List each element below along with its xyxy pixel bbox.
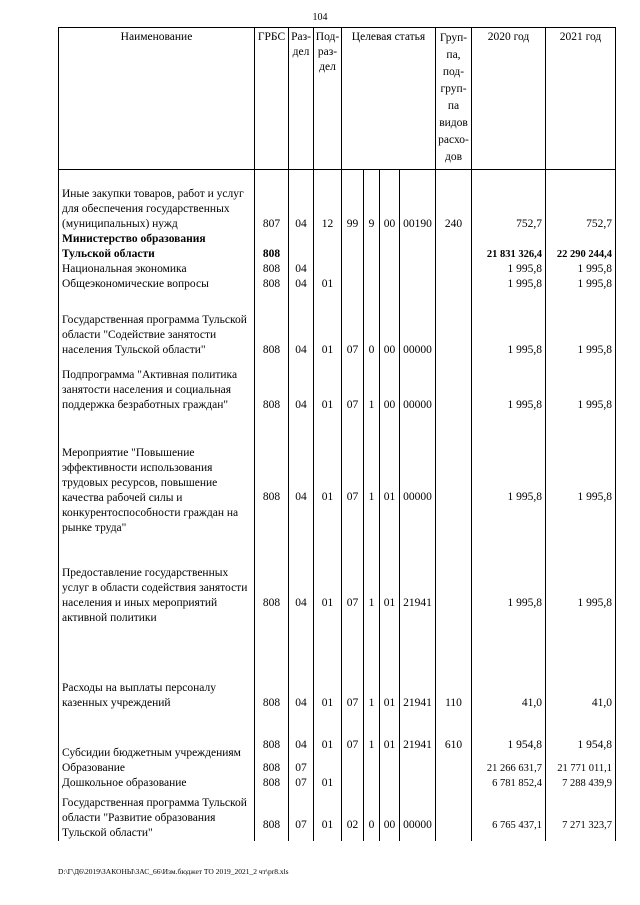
header-target: Целевая статья [342,28,436,170]
row-2021: 1 995,8 [546,440,616,546]
row-2020: 1 995,8 [472,440,546,546]
row-group: 240 [436,170,472,232]
row-grbs: 807 [255,170,289,232]
header-2020: 2020 год [472,28,546,170]
row-target-1: 07 [342,440,364,546]
row-target-3: 00 [380,358,400,440]
row-2021: 1 954,8 [546,713,616,761]
row-target-4: 00000 [400,791,436,841]
row-name: Государственная программа Тульской области "Содействие занятости населения Тульской области" [59,292,255,358]
row-group [436,440,472,546]
row-grbs: 808 [255,776,289,791]
table-row [59,232,616,262]
row-2021: 1 995,8 [546,546,616,661]
row-podrazdel: 01 [314,776,342,791]
row-razdel: 04 [289,358,314,440]
row-target-4: 00000 [400,358,436,440]
row-target-3: 00 [380,791,400,841]
row-2020: 1 995,8 [472,292,546,358]
row-name: Мероприятие "Повышение эффективности использования трудовых ресурсов, повышение качества рабочей силы и конкурентоспособности граждан на рынке труда" [59,440,255,546]
budget-table [58,27,616,841]
row-podrazdel: 01 [314,358,342,440]
row-2020: 1 995,8 [472,262,546,277]
row-target-2: 1 [364,358,380,440]
row-2021: 1 995,8 [546,277,616,292]
row-razdel: 07 [289,776,314,791]
row-2021: 41,0 [546,661,616,713]
row-name: Дошкольное образование [59,776,255,791]
row-podrazdel [314,761,342,776]
header-grbs: ГРБС [255,28,289,170]
table-header-row [59,28,616,170]
row-group [436,776,472,791]
row-2021: 7 271 323,7 [546,791,616,841]
row-podrazdel: 01 [314,440,342,546]
row-target-4 [400,776,436,791]
table-row [59,440,616,546]
row-2020: 1 995,8 [472,546,546,661]
row-razdel: 04 [289,546,314,661]
table-row [59,713,616,761]
row-razdel: 04 [289,262,314,277]
row-group: 610 [436,713,472,761]
row-razdel: 07 [289,791,314,841]
row-grbs: 808 [255,358,289,440]
row-target-1 [342,232,364,262]
row-target-2 [364,776,380,791]
row-grbs: 808 [255,440,289,546]
table-row [59,262,616,277]
header-razdel: Раз-дел [289,28,314,170]
table-row [59,546,616,661]
row-target-1 [342,776,364,791]
row-name: Общеэкономические вопросы [59,277,255,292]
row-group [436,358,472,440]
row-target-2 [364,262,380,277]
row-2020: 21 266 631,7 [472,761,546,776]
row-name: Расходы на выплаты персоналу казенных учреждений [59,661,255,713]
row-grbs: 808 [255,761,289,776]
row-target-3: 00 [380,170,400,232]
row-grbs: 808 [255,661,289,713]
table-row [59,292,616,358]
row-razdel: 04 [289,440,314,546]
row-grbs: 808 [255,791,289,841]
row-target-3: 01 [380,546,400,661]
row-group [436,761,472,776]
row-razdel: 04 [289,292,314,358]
row-target-1 [342,761,364,776]
row-group [436,546,472,661]
row-target-4: 00190 [400,170,436,232]
row-2021: 752,7 [546,170,616,232]
row-target-1: 99 [342,170,364,232]
file-path-footer: D:\Г\Д6\2019\ЗАКОНЫ\ЗАС_66\Изм.бюджет ТО 2019_2021_2 чт\pr8.xls [58,867,289,876]
row-name: Иные закупки товаров, работ и услуг для обеспечения государственных (муниципальных) нужд [59,170,255,232]
row-razdel: 07 [289,761,314,776]
row-razdel: 04 [289,277,314,292]
row-target-1 [342,277,364,292]
row-podrazdel [314,262,342,277]
row-target-2 [364,761,380,776]
row-2020: 1 995,8 [472,277,546,292]
row-target-2 [364,232,380,262]
row-name: Национальная экономика [59,262,255,277]
row-podrazdel: 01 [314,277,342,292]
row-target-1: 07 [342,713,364,761]
row-target-3 [380,232,400,262]
row-razdel: 04 [289,661,314,713]
row-target-2: 9 [364,170,380,232]
row-target-2: 1 [364,661,380,713]
row-2020: 6 781 852,4 [472,776,546,791]
row-grbs: 808 [255,546,289,661]
row-name: Министерство образования Тульской области [59,232,255,262]
row-target-2: 0 [364,791,380,841]
row-2021: 1 995,8 [546,292,616,358]
row-target-4: 00000 [400,440,436,546]
row-target-3 [380,776,400,791]
row-target-3: 00 [380,292,400,358]
row-podrazdel: 01 [314,713,342,761]
row-target-3: 01 [380,661,400,713]
row-group [436,292,472,358]
row-podrazdel: 01 [314,292,342,358]
row-podrazdel: 01 [314,661,342,713]
row-name: Подпрограмма "Активная политика занятости населения и социальная поддержка безработных граждан" [59,358,255,440]
table-row [59,761,616,776]
row-target-1: 02 [342,791,364,841]
row-name: Образование [59,761,255,776]
row-target-1: 07 [342,292,364,358]
row-name: Предоставление государственных услуг в области содействия занятости населения и иных мероприятий активной политики [59,546,255,661]
row-target-4 [400,761,436,776]
row-group [436,232,472,262]
row-target-2: 1 [364,546,380,661]
row-target-4: 00000 [400,292,436,358]
row-podrazdel: 01 [314,791,342,841]
header-2021: 2021 год [546,28,616,170]
row-target-1: 07 [342,546,364,661]
row-2020: 1 954,8 [472,713,546,761]
header-group: Груп-па, под-груп-па видов расхо-дов [436,28,472,170]
header-podrazdel: Под-раз-дел [314,28,342,170]
row-target-2: 0 [364,292,380,358]
page-number: 104 [312,12,328,23]
row-2021: 21 771 011,1 [546,761,616,776]
row-grbs: 808 [255,277,289,292]
table-row [59,277,616,292]
table-row [59,791,616,841]
row-podrazdel: 01 [314,546,342,661]
row-target-4 [400,262,436,277]
row-target-3 [380,262,400,277]
table-row [59,661,616,713]
row-target-4: 21941 [400,661,436,713]
row-target-2: 1 [364,440,380,546]
row-podrazdel: 12 [314,170,342,232]
row-2021: 1 995,8 [546,262,616,277]
row-podrazdel [314,232,342,262]
row-target-2 [364,277,380,292]
row-razdel: 04 [289,713,314,761]
row-2020: 1 995,8 [472,358,546,440]
row-name: Государственная программа Тульской области "Развитие образования Тульской области" [59,791,255,841]
table-row [59,776,616,791]
row-grbs: 808 [255,262,289,277]
row-name: Субсидии бюджетным учреждениям [59,713,255,761]
row-target-3: 01 [380,440,400,546]
table-row [59,170,616,232]
row-razdel: 04 [289,170,314,232]
row-target-4: 21941 [400,546,436,661]
row-group [436,791,472,841]
row-group [436,262,472,277]
row-razdel [289,232,314,262]
header-name: Наименование [59,28,255,170]
row-2020: 41,0 [472,661,546,713]
row-target-1: 07 [342,358,364,440]
row-grbs: 808 [255,292,289,358]
row-grbs: 808 [255,232,289,262]
row-2020: 752,7 [472,170,546,232]
row-2021: 22 290 244,4 [546,232,616,262]
row-2020: 6 765 437,1 [472,791,546,841]
row-target-1 [342,262,364,277]
row-target-1: 07 [342,661,364,713]
row-2021: 1 995,8 [546,358,616,440]
row-target-3 [380,761,400,776]
row-target-4 [400,277,436,292]
table-row [59,358,616,440]
row-2021: 7 288 439,9 [546,776,616,791]
row-target-4: 21941 [400,713,436,761]
row-group [436,277,472,292]
row-target-3: 01 [380,713,400,761]
row-2020: 21 831 326,4 [472,232,546,262]
row-target-3 [380,277,400,292]
row-grbs: 808 [255,713,289,761]
row-target-2: 1 [364,713,380,761]
row-group: 110 [436,661,472,713]
row-target-4 [400,232,436,262]
